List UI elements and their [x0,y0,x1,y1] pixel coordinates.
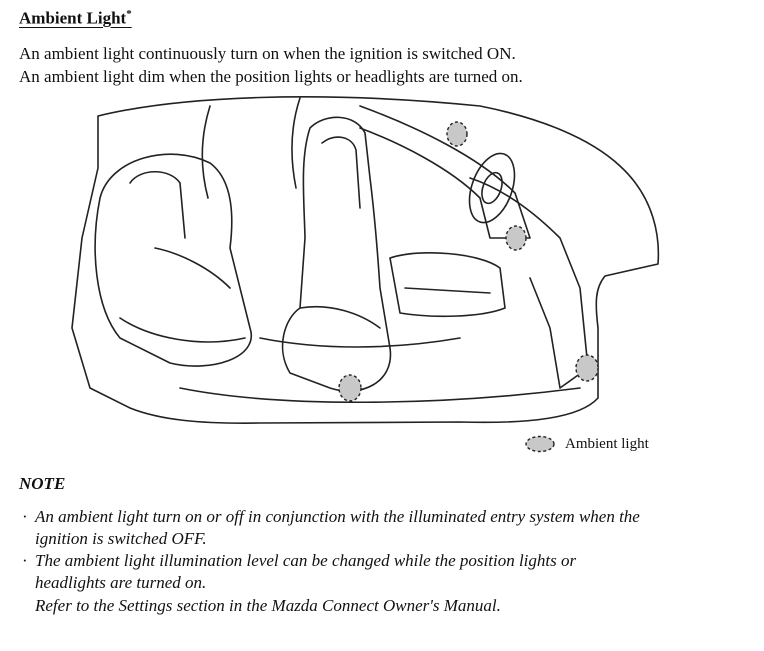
note-item-1-line-1: An ambient light turn on or off in conjunction with the illuminated entry system when the [35,507,640,526]
front-seat [283,117,391,391]
legend-label: Ambient light [565,435,649,452]
rear-seat [95,154,251,366]
ambient-light-marker-dashboard [506,226,526,250]
dashboard-outline [470,178,588,388]
floor-line [180,388,580,402]
bullet-icon: · [22,551,28,570]
ambient-light-marker-door [576,355,598,381]
figure-legend [524,432,649,456]
bullet-icon: · [22,507,28,526]
section-title [19,8,132,29]
note-item-1-line-2: ignition is switched OFF. [35,529,207,548]
note-item-2-line-1: The ambient light illumination level can be changed while the position lights or [35,551,577,570]
optional-equipment-mark: * [126,8,132,20]
ambient-light-marker-front-footwell [339,375,361,401]
note-item-2-line-2: headlights are turned on. [35,573,207,592]
description-line-1: An ambient light continuously turn on when the ignition is switched ON. [19,44,516,63]
car-body-outline [72,97,658,423]
car-interior-illustration [60,88,670,438]
center-console [390,253,505,316]
rear-pillar [202,106,210,198]
ambient-light-swatch-icon [524,435,556,453]
note-heading: NOTE [19,474,66,493]
section-title-text: Ambient Light [19,8,127,28]
ambient-light-marker-overhead [447,122,467,146]
note-item-2-line-3: Refer to the Settings section in the Mazda Connect Owner's Manual. [35,596,501,615]
windshield-outline [360,106,530,238]
description-line-2: An ambient light dim when the position lights or headlights are turned on. [19,67,523,86]
